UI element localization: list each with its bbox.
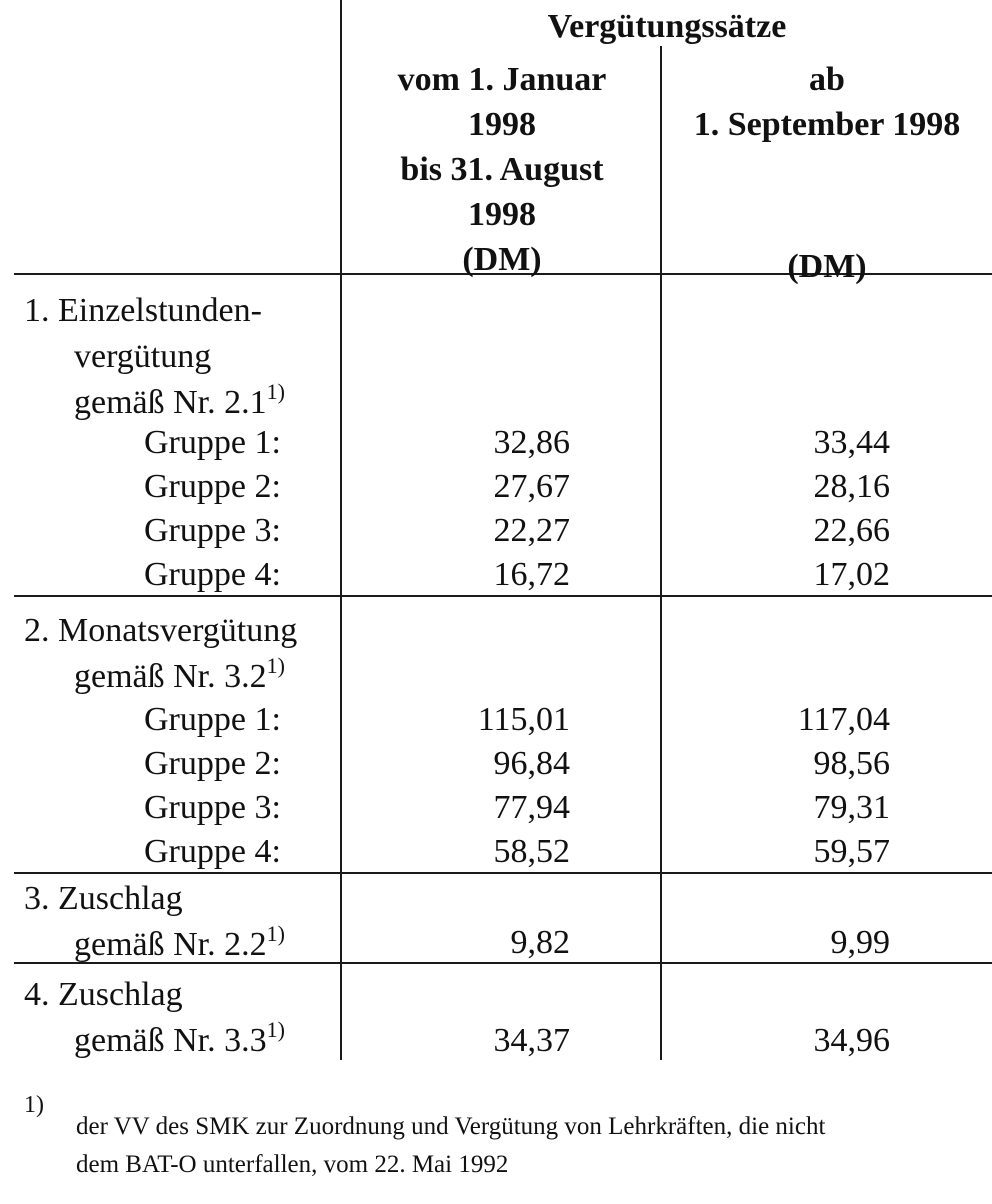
table-cell-value: 79,31 xyxy=(813,789,890,826)
table-cell-value: 34,96 xyxy=(813,1022,890,1059)
column-2-unit: (DM) xyxy=(787,248,867,285)
section-label-line: 2. Monatsvergütung xyxy=(24,612,298,649)
table-cell-value: 58,52 xyxy=(493,833,570,870)
footnote-line: der VV des SMK zur Zuordnung und Vergütung von Lehrkräften, die nicht xyxy=(76,1113,826,1140)
table-cell-value: 115,01 xyxy=(477,701,570,738)
column-2-header-line: ab xyxy=(809,61,845,98)
table-cell-value: 27,67 xyxy=(493,468,570,505)
footnote-reference: 1) xyxy=(266,920,285,946)
table-cell-value: 32,86 xyxy=(493,424,570,461)
table-cell-value: 17,02 xyxy=(813,556,890,593)
footnote-reference: 1) xyxy=(266,1016,285,1042)
column-2-header xyxy=(662,57,992,289)
table-cell-value: 9,82 xyxy=(510,924,570,961)
table-cell-value: 59,57 xyxy=(813,833,890,870)
table-row-label: Gruppe 1: xyxy=(144,424,281,461)
section-label-line: vergütung xyxy=(74,338,212,375)
table-row-label: Gruppe 3: xyxy=(144,789,281,826)
footnote-line: dem BAT-O unterfallen, vom 22. Mai 1992 xyxy=(76,1151,509,1178)
footnote-mark: 1) xyxy=(24,1092,44,1118)
table-cell-value: 34,37 xyxy=(493,1022,570,1059)
column-1-header-line: 1998 xyxy=(468,106,536,143)
table-cell-value: 98,56 xyxy=(813,745,890,782)
section-label-line: gemäß Nr. 3.2$^{1)}$ xyxy=(74,652,285,695)
table-cell-value: 9,99 xyxy=(830,924,890,961)
column-1-header xyxy=(342,57,662,282)
column-2-header-line: 1. September 1998 xyxy=(693,106,961,143)
table-cell-value: 96,84 xyxy=(493,745,570,782)
footnote-text xyxy=(76,1108,976,1184)
column-1-unit: (DM) xyxy=(462,241,542,278)
table-row-label: Gruppe 1: xyxy=(144,701,281,738)
section-label-line: 3. Zuschlag xyxy=(24,880,183,917)
column-1-header-line: 1998 xyxy=(468,196,536,233)
section-label-line: gemäß Nr. 2.1$^{1)}$ xyxy=(74,378,285,421)
section-label-line: gemäß Nr. 2.2$^{1)}$ xyxy=(74,920,285,963)
section-label-line: gemäß Nr. 3.3$^{1)}$ xyxy=(74,1016,285,1059)
table-cell-value: 16,72 xyxy=(493,556,570,593)
column-1-header-line: vom 1. Januar xyxy=(397,61,607,98)
footnote-reference: 1) xyxy=(266,652,285,678)
section-label-line: 1. Einzelstunden- xyxy=(24,292,262,329)
section-label-line: 4. Zuschlag xyxy=(24,976,183,1013)
section-4-label xyxy=(24,972,342,1064)
section-3-label xyxy=(24,876,342,968)
table-cell-value: 22,27 xyxy=(493,512,570,549)
section-2-label xyxy=(24,608,342,700)
table-cell-value: 117,04 xyxy=(797,701,890,738)
table-row-label: Gruppe 2: xyxy=(144,468,281,505)
table-cell-value: 77,94 xyxy=(493,789,570,826)
table-row-label: Gruppe 4: xyxy=(144,556,281,593)
column-1-header-line: bis 31. August xyxy=(400,151,604,188)
table-cell-value: 22,66 xyxy=(813,512,890,549)
footnote-reference: 1) xyxy=(266,378,285,404)
table-row-label: Gruppe 3: xyxy=(144,512,281,549)
table-cell-value: 33,44 xyxy=(813,424,890,461)
table-row-label: Gruppe 4: xyxy=(144,833,281,870)
section-1-label xyxy=(24,288,342,426)
table-title: Vergütungssätze xyxy=(547,8,787,45)
table-row-label: Gruppe 2: xyxy=(144,745,281,782)
table-cell-value: 28,16 xyxy=(813,468,890,505)
